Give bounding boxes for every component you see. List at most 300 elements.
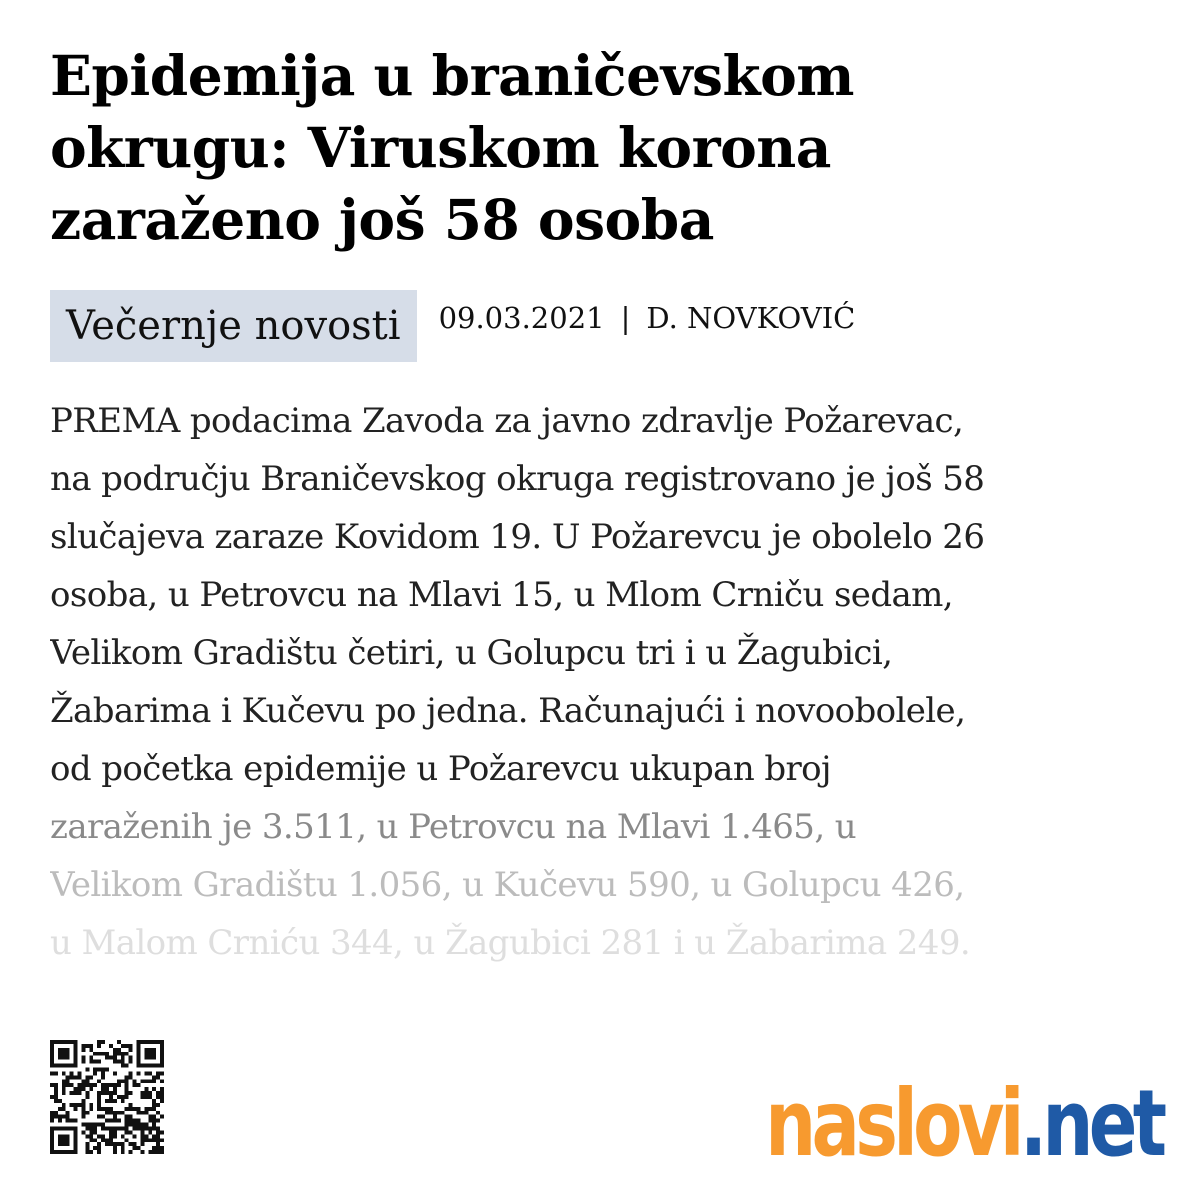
qr-module: [140, 1142, 144, 1146]
qr-module: [62, 1048, 66, 1052]
qr-module: [109, 1138, 113, 1142]
qr-module: [152, 1119, 156, 1123]
qr-module: [144, 1111, 148, 1115]
qr-module: [81, 1087, 85, 1091]
qr-module: [117, 1052, 121, 1056]
qr-module: [144, 1138, 148, 1142]
qr-module: [97, 1099, 101, 1103]
qr-module: [140, 1123, 144, 1127]
qr-module: [101, 1138, 105, 1142]
qr-module: [101, 1075, 105, 1079]
qr-module: [89, 1134, 93, 1138]
qr-module: [133, 1107, 137, 1111]
qr-module: [78, 1091, 82, 1095]
qr-module: [148, 1138, 152, 1142]
qr-module: [144, 1091, 148, 1095]
qr-module: [133, 1146, 137, 1150]
qr-module: [117, 1126, 121, 1130]
qr-module: [148, 1071, 152, 1075]
qr-module: [152, 1126, 156, 1130]
qr-module: [144, 1087, 148, 1091]
article-meta: [50, 290, 855, 362]
qr-module: [152, 1138, 156, 1142]
naslovi-logo: [764, 1060, 1162, 1177]
qr-module: [50, 1130, 54, 1134]
qr-module: [121, 1126, 125, 1130]
qr-module: [156, 1119, 160, 1123]
qr-module: [113, 1091, 117, 1095]
qr-module: [113, 1134, 117, 1138]
qr-module: [89, 1044, 93, 1048]
qr-module: [50, 1119, 54, 1123]
qr-module: [66, 1138, 70, 1142]
qr-module: [136, 1146, 140, 1150]
qr-module: [105, 1107, 109, 1111]
qr-module: [148, 1119, 152, 1123]
qr-module: [133, 1134, 137, 1138]
qr-module: [148, 1056, 152, 1060]
qr-module: [89, 1103, 93, 1107]
qr-module: [70, 1119, 74, 1123]
qr-module: [129, 1048, 133, 1052]
qr-module: [62, 1040, 66, 1044]
qr-module: [81, 1044, 85, 1048]
qr-module: [93, 1052, 97, 1056]
qr-module: [70, 1091, 74, 1095]
qr-module: [93, 1138, 97, 1142]
qr-module: [117, 1048, 121, 1052]
body-line: Velikom Gradištu četiri, u Golupcu tri i u Žagubici,: [50, 633, 893, 673]
qr-module: [97, 1060, 101, 1064]
qr-module: [144, 1107, 148, 1111]
qr-module: [81, 1123, 85, 1127]
qr-module: [74, 1126, 78, 1130]
qr-module: [93, 1071, 97, 1075]
qr-module: [160, 1095, 164, 1099]
qr-module: [89, 1123, 93, 1127]
qr-module: [93, 1126, 97, 1130]
qr-module: [101, 1126, 105, 1130]
qr-module: [93, 1130, 97, 1134]
qr-module: [85, 1126, 89, 1130]
qr-module: [125, 1130, 129, 1134]
qr-module: [125, 1091, 129, 1095]
qr-module: [85, 1044, 89, 1048]
qr-module: [160, 1087, 164, 1091]
qr-module: [121, 1052, 125, 1056]
qr-module: [156, 1130, 160, 1134]
body-line: slučajeva zaraze Kovidom 19. U Požarevcu je obolelo 26: [50, 517, 985, 557]
qr-module: [109, 1044, 113, 1048]
qr-module: [140, 1064, 144, 1068]
qr-module: [58, 1099, 62, 1103]
qr-module: [81, 1083, 85, 1087]
qr-module: [152, 1103, 156, 1107]
body-line: od početka epidemije u Požarevcu ukupan broj: [50, 749, 831, 789]
qr-module: [93, 1123, 97, 1127]
qr-module: [105, 1111, 109, 1115]
qr-module: [78, 1087, 82, 1091]
qr-module: [117, 1142, 121, 1146]
qr-module: [148, 1150, 152, 1154]
qr-module: [109, 1095, 113, 1099]
qr-module: [50, 1138, 54, 1142]
qr-module: [109, 1142, 113, 1146]
qr-module: [54, 1040, 58, 1044]
qr-module: [156, 1095, 160, 1099]
qr-module: [62, 1150, 66, 1154]
qr-module: [105, 1099, 109, 1103]
qr-module: [81, 1130, 85, 1134]
qr-module: [101, 1134, 105, 1138]
qr-module: [62, 1142, 66, 1146]
qr-module: [160, 1079, 164, 1083]
qr-module: [156, 1126, 160, 1130]
qr-module: [148, 1064, 152, 1068]
qr-module: [105, 1126, 109, 1130]
qr-module: [50, 1056, 54, 1060]
qr-module: [133, 1079, 137, 1083]
qr-module: [74, 1075, 78, 1079]
qr-module: [160, 1091, 164, 1095]
qr-module: [93, 1083, 97, 1087]
qr-module: [54, 1064, 58, 1068]
qr-module: [50, 1052, 54, 1056]
qr-module: [97, 1115, 101, 1119]
qr-module: [58, 1119, 62, 1123]
qr-module: [74, 1064, 78, 1068]
qr-module: [121, 1142, 125, 1146]
qr-module: [101, 1040, 105, 1044]
qr-module: [109, 1111, 113, 1115]
qr-module: [125, 1064, 129, 1068]
qr-module: [109, 1091, 113, 1095]
qr-module: [74, 1130, 78, 1134]
qr-module: [152, 1123, 156, 1127]
qr-module: [81, 1079, 85, 1083]
qr-module: [121, 1064, 125, 1068]
qr-module: [70, 1150, 74, 1154]
qr-module: [70, 1071, 74, 1075]
qr-module: [81, 1107, 85, 1111]
qr-module: [50, 1048, 54, 1052]
qr-module: [66, 1083, 70, 1087]
qr-module: [136, 1111, 140, 1115]
qr-module: [152, 1040, 156, 1044]
qr-module: [152, 1099, 156, 1103]
qr-module: [74, 1044, 78, 1048]
qr-module: [129, 1150, 133, 1154]
qr-module: [160, 1052, 164, 1056]
qr-module: [160, 1048, 164, 1052]
qr-module: [85, 1091, 89, 1095]
qr-module: [58, 1052, 62, 1056]
qr-module: [93, 1068, 97, 1072]
qr-module: [160, 1150, 164, 1154]
qr-module: [156, 1150, 160, 1154]
qr-module: [97, 1091, 101, 1095]
qr-module: [70, 1064, 74, 1068]
qr-module: [89, 1075, 93, 1079]
article-headline: [50, 40, 1150, 256]
qr-module: [50, 1115, 54, 1119]
qr-module: [50, 1150, 54, 1154]
qr-module: [58, 1115, 62, 1119]
qr-module: [113, 1071, 117, 1075]
qr-module: [160, 1099, 164, 1103]
qr-module: [85, 1142, 89, 1146]
qr-module: [50, 1060, 54, 1064]
qr-module: [140, 1126, 144, 1130]
qr-module: [66, 1079, 70, 1083]
qr-module: [54, 1111, 58, 1115]
qr-module: [117, 1040, 121, 1044]
qr-module: [136, 1071, 140, 1075]
qr-module: [109, 1099, 113, 1103]
qr-module: [62, 1103, 66, 1107]
qr-module: [129, 1123, 133, 1127]
qr-module: [144, 1071, 148, 1075]
qr-module: [140, 1040, 144, 1044]
qr-module: [58, 1134, 62, 1138]
qr-module: [74, 1103, 78, 1107]
qr-module: [85, 1150, 89, 1154]
qr-module: [129, 1075, 133, 1079]
qr-module: [152, 1150, 156, 1154]
qr-module: [125, 1119, 129, 1123]
qr-module: [54, 1115, 58, 1119]
qr-module: [105, 1052, 109, 1056]
body-line: na području Braničevskog okruga registrovano je još 58: [50, 459, 985, 499]
qr-module: [144, 1064, 148, 1068]
qr-module: [58, 1064, 62, 1068]
qr-module: [85, 1075, 89, 1079]
qr-module: [74, 1040, 78, 1044]
qr-module: [136, 1052, 140, 1056]
qr-module: [101, 1123, 105, 1127]
qr-module: [160, 1064, 164, 1068]
qr-module: [148, 1040, 152, 1044]
qr-module: [66, 1126, 70, 1130]
qr-module: [117, 1119, 121, 1123]
qr-module: [78, 1103, 82, 1107]
qr-module: [97, 1103, 101, 1107]
qr-module: [54, 1071, 58, 1075]
qr-module: [140, 1091, 144, 1095]
qr-module: [66, 1150, 70, 1154]
qr-module: [152, 1115, 156, 1119]
qr-module: [140, 1079, 144, 1083]
qr-module: [133, 1142, 137, 1146]
qr-module: [121, 1146, 125, 1150]
headline-line: okrugu: Viruskom korona: [50, 115, 831, 180]
qr-module: [105, 1142, 109, 1146]
qr-module: [140, 1138, 144, 1142]
qr-module: [152, 1052, 156, 1056]
qr-module: [70, 1103, 74, 1107]
qr-module: [66, 1115, 70, 1119]
qr-module: [66, 1056, 70, 1060]
qr-module: [58, 1107, 62, 1111]
qr-module: [129, 1115, 133, 1119]
qr-module: [66, 1048, 70, 1052]
source-badge: Večernje novosti: [50, 290, 417, 362]
qr-module: [156, 1142, 160, 1146]
qr-module: [117, 1060, 121, 1064]
qr-module: [144, 1052, 148, 1056]
qr-module: [54, 1087, 58, 1091]
qr-module: [105, 1091, 109, 1095]
qr-module: [89, 1083, 93, 1087]
qr-module: [140, 1130, 144, 1134]
qr-module: [101, 1087, 105, 1091]
qr-module: [97, 1052, 101, 1056]
qr-module: [101, 1052, 105, 1056]
qr-module: [136, 1126, 140, 1130]
qr-module: [89, 1107, 93, 1111]
headline-line: Epidemija u braničevskom: [50, 43, 854, 108]
qr-module: [89, 1048, 93, 1052]
qr-module: [148, 1052, 152, 1056]
logo-tld-text: .net: [1019, 1070, 1162, 1177]
qr-module: [121, 1111, 125, 1115]
qr-module: [160, 1146, 164, 1150]
qr-module: [62, 1126, 66, 1130]
qr-module: [109, 1134, 113, 1138]
qr-module: [117, 1095, 121, 1099]
qr-module: [97, 1095, 101, 1099]
qr-module: [125, 1083, 129, 1087]
qr-module: [125, 1138, 129, 1142]
qr-module: [125, 1095, 129, 1099]
body-line: Velikom Gradištu 1.056, u Kučevu 590, u Golupcu 426,: [50, 865, 965, 905]
qr-module: [148, 1091, 152, 1095]
qr-module: [62, 1071, 66, 1075]
qr-module: [66, 1064, 70, 1068]
qr-module: [85, 1068, 89, 1072]
qr-module: [101, 1071, 105, 1075]
qr-module: [148, 1107, 152, 1111]
qr-module: [66, 1134, 70, 1138]
qr-module: [50, 1134, 54, 1138]
qr-module: [136, 1083, 140, 1087]
qr-module: [156, 1075, 160, 1079]
qr-module: [54, 1150, 58, 1154]
qr-module: [109, 1056, 113, 1060]
qr-module: [66, 1111, 70, 1115]
qr-module: [97, 1134, 101, 1138]
qr-module: [129, 1130, 133, 1134]
article-date: 09.03.2021: [438, 301, 605, 335]
qr-module: [62, 1064, 66, 1068]
body-line: u Malom Crniću 344, u Žagubici 281 i u Žabarima 249.: [50, 923, 971, 963]
qr-module: [129, 1060, 133, 1064]
qr-module: [129, 1044, 133, 1048]
qr-module: [152, 1146, 156, 1150]
qr-module: [85, 1095, 89, 1099]
qr-module: [89, 1126, 93, 1130]
qr-module: [125, 1079, 129, 1083]
qr-module: [81, 1115, 85, 1119]
logo-main-text: naslovi: [764, 1070, 1020, 1177]
qr-module: [125, 1044, 129, 1048]
qr-module: [160, 1044, 164, 1048]
qr-module: [89, 1138, 93, 1142]
qr-module: [85, 1083, 89, 1087]
qr-module: [74, 1138, 78, 1142]
qr-module: [97, 1079, 101, 1083]
qr-module: [148, 1126, 152, 1130]
qr-module: [97, 1044, 101, 1048]
qr-module: [62, 1087, 66, 1091]
qr-module: [78, 1071, 82, 1075]
qr-module: [136, 1107, 140, 1111]
qr-module: [81, 1099, 85, 1103]
qr-module: [113, 1111, 117, 1115]
qr-module: [121, 1150, 125, 1154]
qr-module: [58, 1150, 62, 1154]
qr-module: [160, 1115, 164, 1119]
qr-module: [74, 1060, 78, 1064]
qr-module: [74, 1134, 78, 1138]
qr-module: [62, 1134, 66, 1138]
qr-module: [66, 1075, 70, 1079]
qr-module: [66, 1142, 70, 1146]
qr-module: [105, 1056, 109, 1060]
qr-module: [50, 1146, 54, 1150]
meta-text: [439, 301, 856, 335]
qr-module: [125, 1126, 129, 1130]
qr-module: [121, 1134, 125, 1138]
qr-module: [133, 1119, 137, 1123]
qr-module: [93, 1146, 97, 1150]
qr-module: [74, 1146, 78, 1150]
qr-module: [66, 1119, 70, 1123]
qr-module: [113, 1130, 117, 1134]
qr-module: [105, 1068, 109, 1072]
qr-module: [136, 1119, 140, 1123]
qr-module: [66, 1052, 70, 1056]
qr-module: [74, 1087, 78, 1091]
qr-module: [62, 1079, 66, 1083]
meta-separator: |: [620, 301, 631, 335]
qr-module: [74, 1142, 78, 1146]
qr-module: [85, 1079, 89, 1083]
qr-module: [81, 1048, 85, 1052]
qr-module: [101, 1068, 105, 1072]
qr-module: [148, 1130, 152, 1134]
qr-module: [113, 1115, 117, 1119]
qr-module: [136, 1056, 140, 1060]
qr-module: [101, 1091, 105, 1095]
qr-module: [70, 1075, 74, 1079]
qr-module: [156, 1064, 160, 1068]
qr-module: [129, 1103, 133, 1107]
qr-module: [113, 1056, 117, 1060]
qr-module: [148, 1048, 152, 1052]
qr-module: [152, 1056, 156, 1060]
body-line: PREMA podacima Zavoda za javno zdravlje Požarevac,: [50, 401, 964, 441]
qr-module: [109, 1126, 113, 1130]
qr-module: [93, 1060, 97, 1064]
qr-module: [74, 1119, 78, 1123]
qr-module: [109, 1119, 113, 1123]
qr-module: [62, 1083, 66, 1087]
qr-module: [136, 1044, 140, 1048]
qr-module: [62, 1052, 66, 1056]
qr-module: [140, 1095, 144, 1099]
qr-module: [129, 1119, 133, 1123]
